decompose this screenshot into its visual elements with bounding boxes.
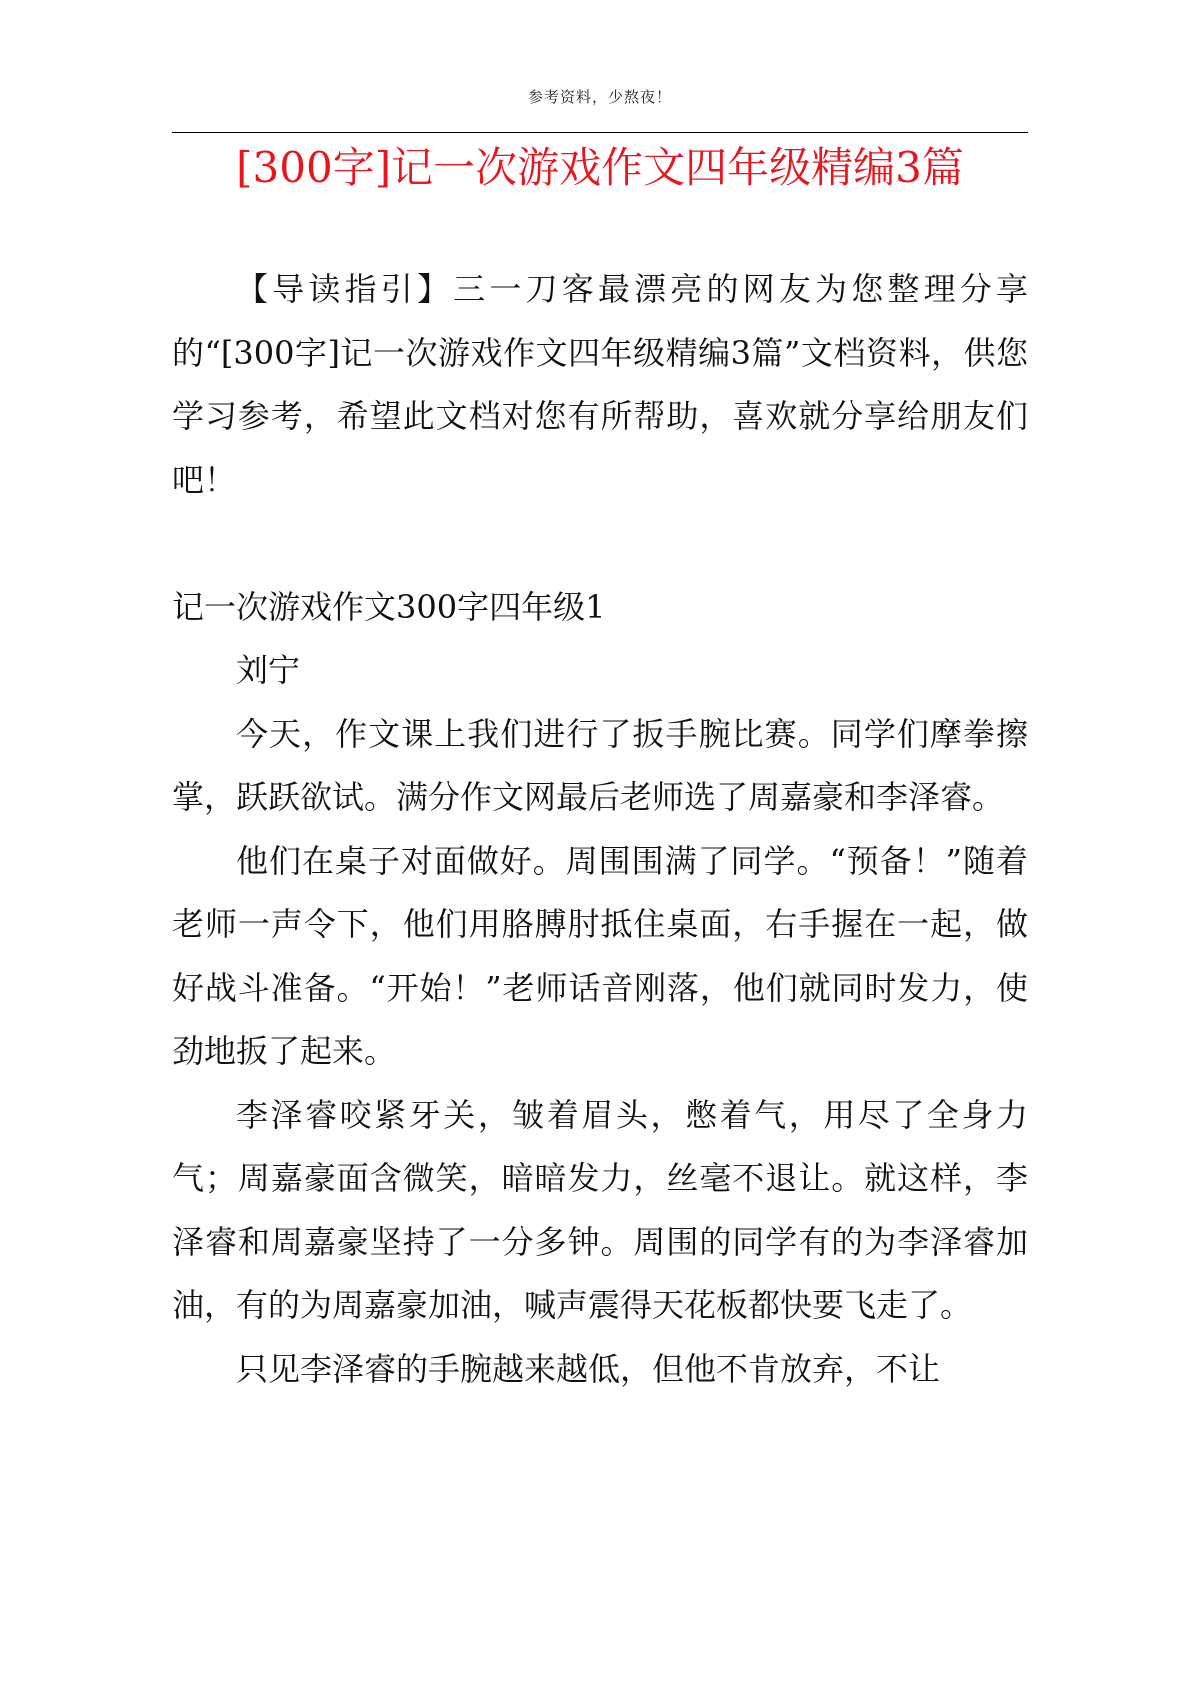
- header-divider: [172, 132, 1028, 133]
- spacer: [172, 512, 1028, 576]
- intro-paragraph: 【导读指引】三一刀客最漂亮的网友为您整理分享的“[300字]记一次游戏作文四年级精编3篇”文档资料，供您学习参考，希望此文档对您有所帮助，喜欢就分享给朋友们吧！: [172, 270, 1028, 499]
- document-title: [300字]记一次游戏作文四年级精编3篇: [236, 143, 964, 192]
- author-name: 刘宁: [236, 651, 301, 689]
- body-paragraph: 他们在桌子对面做好。周围围满了同学。“预备！”随着老师一声令下，他们用胳膊肘抵住桌面，右手握在一起，做好战斗准备。“开始！”老师话音刚落，他们就同时发力，使劲地扳了起来。: [172, 841, 1028, 1070]
- section-heading: 记一次游戏作文300字四年级1: [172, 587, 606, 626]
- body-paragraph: 今天，作文课上我们进行了扳手腕比赛。同学们摩拳擦掌，跃跃欲试。满分作文网最后老师选了周嘉豪和李泽睿。: [172, 714, 1028, 816]
- body-paragraph: 只见李泽睿的手腕越来越低，但他不肯放弃，不让: [236, 1349, 941, 1388]
- document-body: [172, 258, 1028, 1401]
- body-paragraph: 李泽睿咬紧牙关，皱着眉头，憋着气，用尽了全身力气；周嘉豪面含微笑，暗暗发力，丝毫不退让。就这样，李泽睿和周嘉豪坚持了一分多钟。周围的同学有的为李泽睿加油，有的为周嘉豪加油，喊声震得天花板都快要飞走了。: [172, 1095, 1028, 1324]
- header-note: 参考资料，少熬夜！: [527, 88, 672, 106]
